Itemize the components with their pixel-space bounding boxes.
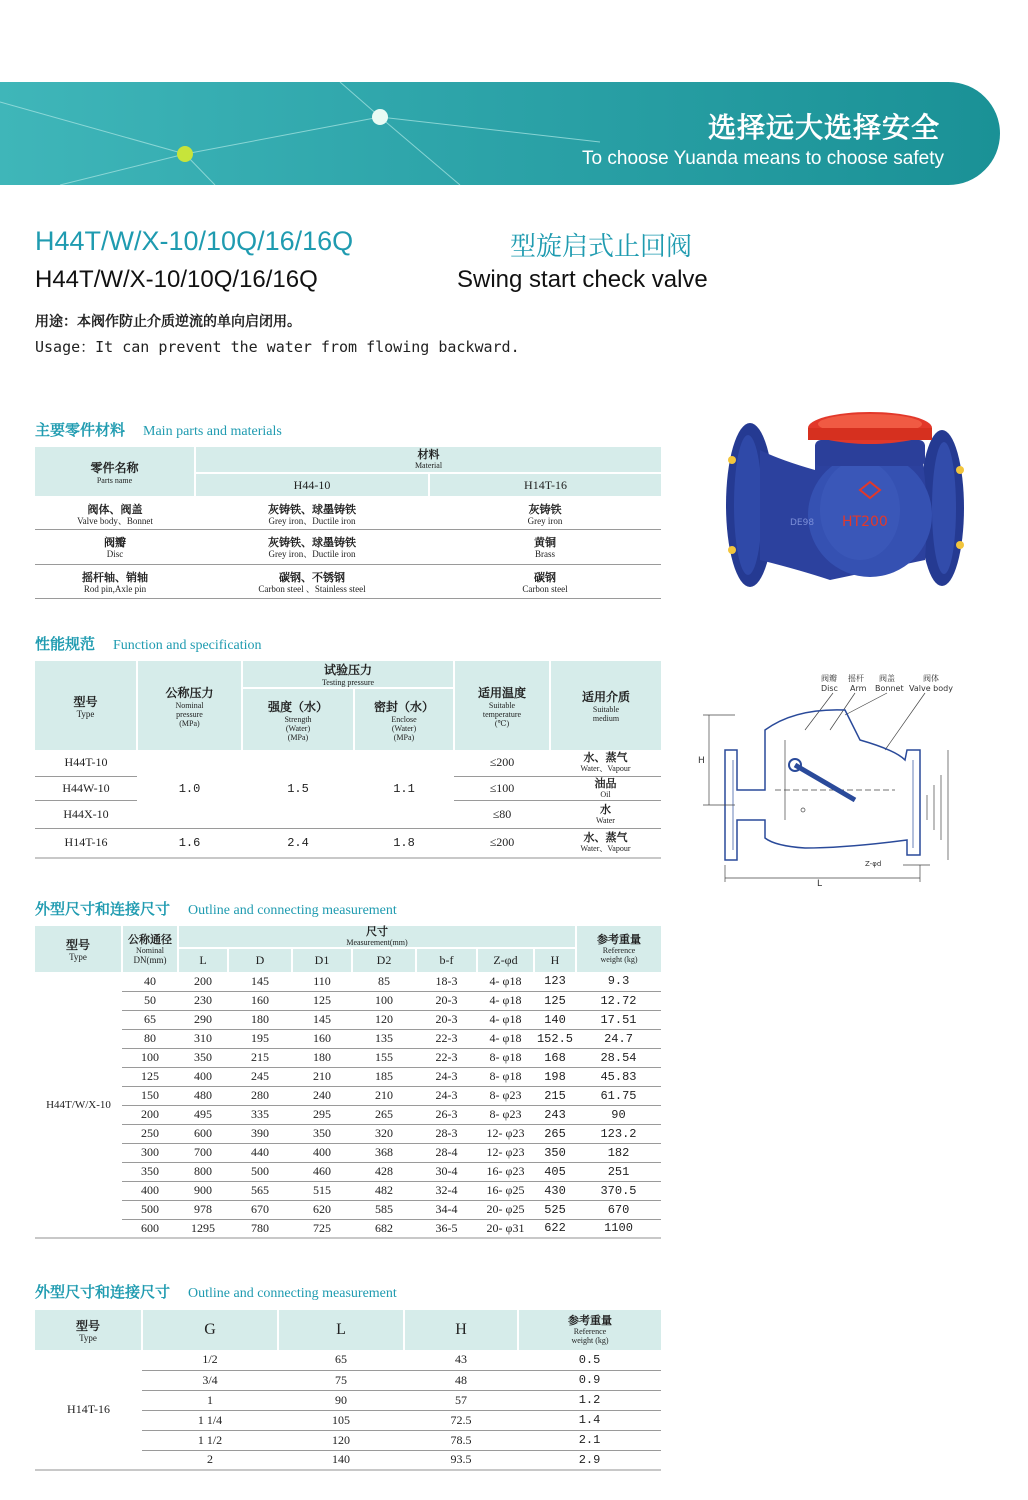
table-cell: 28-3 (416, 1124, 477, 1143)
table-row (35, 1219, 661, 1238)
table-cell: 290 (178, 1010, 228, 1029)
table-cell: 50 (122, 991, 178, 1010)
table-cell: 3/4 (142, 1370, 278, 1390)
table-row (35, 1048, 661, 1067)
table-cell: 495 (178, 1105, 228, 1124)
table-cell: 152.5 (534, 1029, 576, 1048)
svg-text:阀盖: 阀盖 (879, 674, 895, 683)
table-cell: 240 (292, 1086, 352, 1105)
table-cell: 350 (292, 1124, 352, 1143)
outline-heading-1: 外型尺寸和连接尺寸 Outline and connecting measurement (35, 900, 397, 918)
table-cell: 800 (178, 1162, 228, 1181)
table-cell: 210 (292, 1067, 352, 1086)
table-cell: 250 (122, 1124, 178, 1143)
table-cell: 780 (228, 1219, 292, 1238)
table-cell: 135 (352, 1029, 416, 1048)
table-cell: 230 (178, 991, 228, 1010)
table-row (35, 1086, 661, 1105)
parts-name-header: 零件名称 Parts name (35, 447, 195, 497)
materials-heading: 主要零件材料 Main parts and materials (35, 421, 282, 439)
table-cell: 430 (534, 1181, 576, 1200)
slogan-english: To choose Yuanda means to choose safety (582, 148, 944, 169)
table-cell: 1.4 (518, 1410, 661, 1430)
table-cell: 295 (292, 1105, 352, 1124)
table-cell: 670 (228, 1200, 292, 1219)
table-cell: 75 (278, 1370, 404, 1390)
table-cell: 195 (228, 1029, 292, 1048)
table-row (35, 991, 661, 1010)
table-cell: 725 (292, 1219, 352, 1238)
table-cell: 500 (228, 1162, 292, 1181)
table-cell: 265 (352, 1105, 416, 1124)
table-cell: 22-3 (416, 1029, 477, 1048)
table-cell: 17.51 (576, 1010, 661, 1029)
table-row (35, 1143, 661, 1162)
table-cell: 2.9 (518, 1450, 661, 1470)
table-cell: 4- φ18 (477, 1010, 534, 1029)
function-row: H14T-16 1.6 2.4 1.8 ≤200 水、蒸气 Water、Vapour (35, 828, 661, 858)
table-cell: 105 (278, 1410, 404, 1430)
table-cell: 123.2 (576, 1124, 661, 1143)
table-cell: 1 (142, 1390, 278, 1410)
table-cell: 180 (228, 1010, 292, 1029)
table-cell: 100 (352, 991, 416, 1010)
col-h14t: H14T-16 (429, 473, 661, 497)
table-cell: 978 (178, 1200, 228, 1219)
table-cell: 160 (292, 1029, 352, 1048)
table-cell: 251 (576, 1162, 661, 1181)
table-cell: 200 (122, 1105, 178, 1124)
svg-text:Bonnet: Bonnet (875, 684, 904, 693)
table-cell: 350 (122, 1162, 178, 1181)
table-cell: 12- φ23 (477, 1124, 534, 1143)
table-cell: 145 (228, 972, 292, 991)
table-cell: 245 (228, 1067, 292, 1086)
table-cell: 90 (278, 1390, 404, 1410)
table-cell: 0.9 (518, 1370, 661, 1390)
table-cell: 200 (178, 972, 228, 991)
function-row: H44X-10 ≤80 水 Water (35, 800, 661, 828)
table-cell: 185 (352, 1067, 416, 1086)
svg-text:H: H (698, 756, 705, 766)
table-cell: 20-3 (416, 1010, 477, 1029)
table-cell: 600 (178, 1124, 228, 1143)
table-cell: 400 (292, 1143, 352, 1162)
table-cell: 125 (534, 991, 576, 1010)
table-row (35, 1124, 661, 1143)
table-cell: 32-4 (416, 1181, 477, 1200)
table-cell: 140 (278, 1450, 404, 1470)
table-cell: 8- φ18 (477, 1048, 534, 1067)
table-cell: 80 (122, 1029, 178, 1048)
table-cell: 482 (352, 1181, 416, 1200)
table-cell: 120 (278, 1430, 404, 1450)
table-cell: 585 (352, 1200, 416, 1219)
table-cell: 215 (534, 1086, 576, 1105)
table-cell: 198 (534, 1067, 576, 1086)
col-h44: H44-10 (195, 473, 429, 497)
table-cell: 22-3 (416, 1048, 477, 1067)
table-cell: 0.5 (518, 1350, 661, 1370)
outline-table-2: 型号 Type G L H 参考重量 Reference weight (kg) H14T-16 1/2 65 43 0.5 3/4 75 48 0.9 1 90 57 1.2 1 1/4 105 72.5 1.4 1 1/2 120 78.5 2.1 2 140 93.5 2.9 (35, 1310, 661, 1471)
table-cell: 85 (352, 972, 416, 991)
table-cell: 26-3 (416, 1105, 477, 1124)
table-cell: 48 (404, 1370, 518, 1390)
table-cell: 2 (142, 1450, 278, 1470)
table-cell: 45.83 (576, 1067, 661, 1086)
table-row (35, 1067, 661, 1086)
table-cell: 120 (352, 1010, 416, 1029)
table-cell: 400 (178, 1067, 228, 1086)
table-row (35, 1200, 661, 1219)
material-header: 材料 Material (195, 447, 661, 473)
function-heading: 性能规范 Function and specification (35, 635, 262, 653)
table-cell: 180 (292, 1048, 352, 1067)
table-cell: 4- φ18 (477, 1029, 534, 1048)
svg-text:阀体: 阀体 (923, 674, 939, 683)
table-cell: 168 (534, 1048, 576, 1067)
table-cell: 300 (122, 1143, 178, 1162)
table-row (35, 1010, 661, 1029)
table-cell: 40 (122, 972, 178, 991)
table-cell: 145 (292, 1010, 352, 1029)
table-cell: 20-3 (416, 991, 477, 1010)
materials-table (35, 447, 661, 599)
table-cell: 125 (292, 991, 352, 1010)
table-cell: 390 (228, 1124, 292, 1143)
table-cell: 12.72 (576, 991, 661, 1010)
usage-cn: 用途：本阀作防止介质逆流的单向启闭用。 (35, 314, 301, 330)
valve-photo (720, 410, 970, 600)
table-cell: 20- φ31 (477, 1219, 534, 1238)
table-cell: 12- φ23 (477, 1143, 534, 1162)
valve-mark-de: DE98 (790, 518, 815, 528)
function-row: H44T-10 1.0 1.5 1.1 ≤200 水、蒸气 Water、Vapour (35, 750, 661, 776)
slogan-chinese: 选择远大选择安全 (707, 111, 940, 144)
table-cell: 18-3 (416, 972, 477, 991)
table-cell: 93.5 (404, 1450, 518, 1470)
table-cell: 65 (122, 1010, 178, 1029)
table-cell: 405 (534, 1162, 576, 1181)
table-row (35, 1105, 661, 1124)
product-name-en: Swing start check valve (457, 266, 708, 293)
table-cell: 515 (292, 1181, 352, 1200)
model-cell: H44T/W/X-10 (35, 972, 122, 1238)
svg-text:阀瓣: 阀瓣 (821, 674, 837, 683)
table-cell: 525 (534, 1200, 576, 1219)
table-cell: 428 (352, 1162, 416, 1181)
material-row: 阀瓣 Disc 灰铸铁、球墨铸铁 Grey iron、Ductile iron 黄铜 Brass (35, 529, 661, 564)
table-cell: 400 (122, 1181, 178, 1200)
table-cell: 24.7 (576, 1029, 661, 1048)
usage-en: Usage：It can prevent the water from flowing backward. (35, 338, 520, 356)
model-title: H44T/W/X-10/10Q/16/16Q (35, 226, 354, 256)
table-cell: 8- φ23 (477, 1105, 534, 1124)
table-cell: 110 (292, 972, 352, 991)
model-title-en: H44T/W/X-10/10Q/16/16Q (35, 266, 318, 293)
table-cell: 140 (534, 1010, 576, 1029)
table-cell: 43 (404, 1350, 518, 1370)
table-cell: 215 (228, 1048, 292, 1067)
table-cell: 310 (178, 1029, 228, 1048)
table-cell: 280 (228, 1086, 292, 1105)
table-cell: 1/2 (142, 1350, 278, 1370)
table-cell: 16- φ25 (477, 1181, 534, 1200)
table-cell: 700 (178, 1143, 228, 1162)
table-cell: 9.3 (576, 972, 661, 991)
svg-text:Disc: Disc (821, 684, 838, 693)
table-cell: 368 (352, 1143, 416, 1162)
outline-heading-2: 外型尺寸和连接尺寸 Outline and connecting measurement (35, 1283, 397, 1301)
table-cell: 30-4 (416, 1162, 477, 1181)
table-cell: 36-5 (416, 1219, 477, 1238)
table-cell: 480 (178, 1086, 228, 1105)
table-cell: 57 (404, 1390, 518, 1410)
outline-table-1: 型号 Type 公称通径 Nominal DN(mm) 尺寸 Measurement(mm) 参考重量 Reference weight (kg) L D D1 D2 b-f Z-φd H H44T/W/X-10 40 200 145 110 85 18-3 4- φ18 123 9.3 50 230 160 125 100 20-3 4- φ18 125 12.72 65 290 180 145 120 20-3 4- φ18 140 17.51 80 310 195 160 135 22-3 4- φ18 152.5 24.7 100 350 215 180 155 22-3 8- φ18 168 28.54 125 400 245 210 185 24-3 8- φ18 198 45.83 150 480 280 240 210 24-3 8- φ23 215 61.75 200 495 335 295 265 26-3 8- φ23 243 90 250 600 390 350 320 28-3 12- φ23 265 123.2 300 700 440 400 368 28-4 12- φ23 350 182 350 800 500 460 428 30-4 16- φ23 405 251 400 900 565 515 482 32-4 16- φ25 430 370.5 500 978 670 620 585 34-4 20- φ25 525 670 600 1295 780 725 682 36-5 20- φ31 622 1100 (35, 926, 661, 1239)
table-cell: 370.5 (576, 1181, 661, 1200)
svg-text:Arm: Arm (850, 684, 867, 693)
table-cell: 24-3 (416, 1086, 477, 1105)
table-cell: 28.54 (576, 1048, 661, 1067)
table-cell: 24-3 (416, 1067, 477, 1086)
dimension-column-headers: L D D1 D2 b-f Z-φd H (35, 948, 661, 972)
table-cell: 320 (352, 1124, 416, 1143)
table-cell: 210 (352, 1086, 416, 1105)
function-table: 型号 Type 公称压力 Nominal pressure (MPa) 试验压力 Testing pressure 适用温度 Suitable temperature (℃) 适用介质 Suitable medium 强度（水） Strength (Water) (MPa) 密封（水） Enclose (Water) (MPa) H44T-10 1.0 1.5 1.1 ≤200 水、蒸气 Water、Vapour H44W-10 ≤100 油品 Oil H44X-10 ≤80 水 Water H14T-16 1.6 2.4 1.8 ≤200 水、蒸气 Water、Vapour (35, 661, 661, 859)
table-cell: 182 (576, 1143, 661, 1162)
table-cell: 4- φ18 (477, 972, 534, 991)
table-cell: 28-4 (416, 1143, 477, 1162)
svg-text:Z-φd: Z-φd (865, 860, 882, 868)
table-cell: 1.2 (518, 1390, 661, 1410)
model-cell: H14T-16 (35, 1350, 142, 1470)
table-cell: 155 (352, 1048, 416, 1067)
table-cell: 350 (534, 1143, 576, 1162)
table-cell: 20- φ25 (477, 1200, 534, 1219)
table-cell: 335 (228, 1105, 292, 1124)
table-cell: 65 (278, 1350, 404, 1370)
table-cell: 350 (178, 1048, 228, 1067)
table-cell: 900 (178, 1181, 228, 1200)
table-row (35, 1181, 661, 1200)
svg-text:Valve body: Valve body (909, 684, 953, 693)
table-cell: 682 (352, 1219, 416, 1238)
svg-text:L: L (817, 879, 823, 889)
table-cell: 1 1/2 (142, 1430, 278, 1450)
table-cell: 460 (292, 1162, 352, 1181)
table-cell: 78.5 (404, 1430, 518, 1450)
table-cell: 123 (534, 972, 576, 991)
table-cell: 160 (228, 991, 292, 1010)
table-cell: 670 (576, 1200, 661, 1219)
table-cell: 2.1 (518, 1430, 661, 1450)
table-cell: 4- φ18 (477, 991, 534, 1010)
table-cell: 90 (576, 1105, 661, 1124)
table-cell: 8- φ18 (477, 1067, 534, 1086)
svg-text:摇杆: 摇杆 (848, 674, 864, 683)
table-row (35, 972, 661, 991)
table-cell: 440 (228, 1143, 292, 1162)
table-row (35, 1350, 661, 1370)
table-cell: 243 (534, 1105, 576, 1124)
table-cell: 265 (534, 1124, 576, 1143)
table-cell: 8- φ23 (477, 1086, 534, 1105)
table-row (35, 1029, 661, 1048)
table-cell: 500 (122, 1200, 178, 1219)
table-cell: 1 1/4 (142, 1410, 278, 1430)
table-cell: 600 (122, 1219, 178, 1238)
top-banner (0, 82, 1000, 185)
material-row: 阀体、阀盖 Valve body、Bonnet 灰铸铁、球墨铸铁 Grey iron、Ductile iron 灰铸铁 Grey iron (35, 497, 661, 529)
function-row: H44W-10 ≤100 油品 Oil (35, 776, 661, 800)
product-name-cn: 型旋启式止回阀 (510, 232, 693, 262)
table-cell: 1295 (178, 1219, 228, 1238)
valve-cross-section-drawing (695, 670, 965, 895)
table-cell: 100 (122, 1048, 178, 1067)
table-cell: 61.75 (576, 1086, 661, 1105)
valve-mark-ht200: HT200 (842, 514, 888, 530)
table-cell: 1100 (576, 1219, 661, 1238)
table-cell: 565 (228, 1181, 292, 1200)
table-cell: 34-4 (416, 1200, 477, 1219)
table-cell: 622 (534, 1219, 576, 1238)
table-cell: 620 (292, 1200, 352, 1219)
table-cell: 72.5 (404, 1410, 518, 1430)
table-cell: 150 (122, 1086, 178, 1105)
table-cell: 125 (122, 1067, 178, 1086)
material-row: 摇杆轴、销轴 Rod pin,Axle pin 碳钢、不锈钢 Carbon steel 、Stainless steel 碳钢 Carbon steel (35, 564, 661, 598)
table-cell: 16- φ23 (477, 1162, 534, 1181)
table-row (35, 1162, 661, 1181)
